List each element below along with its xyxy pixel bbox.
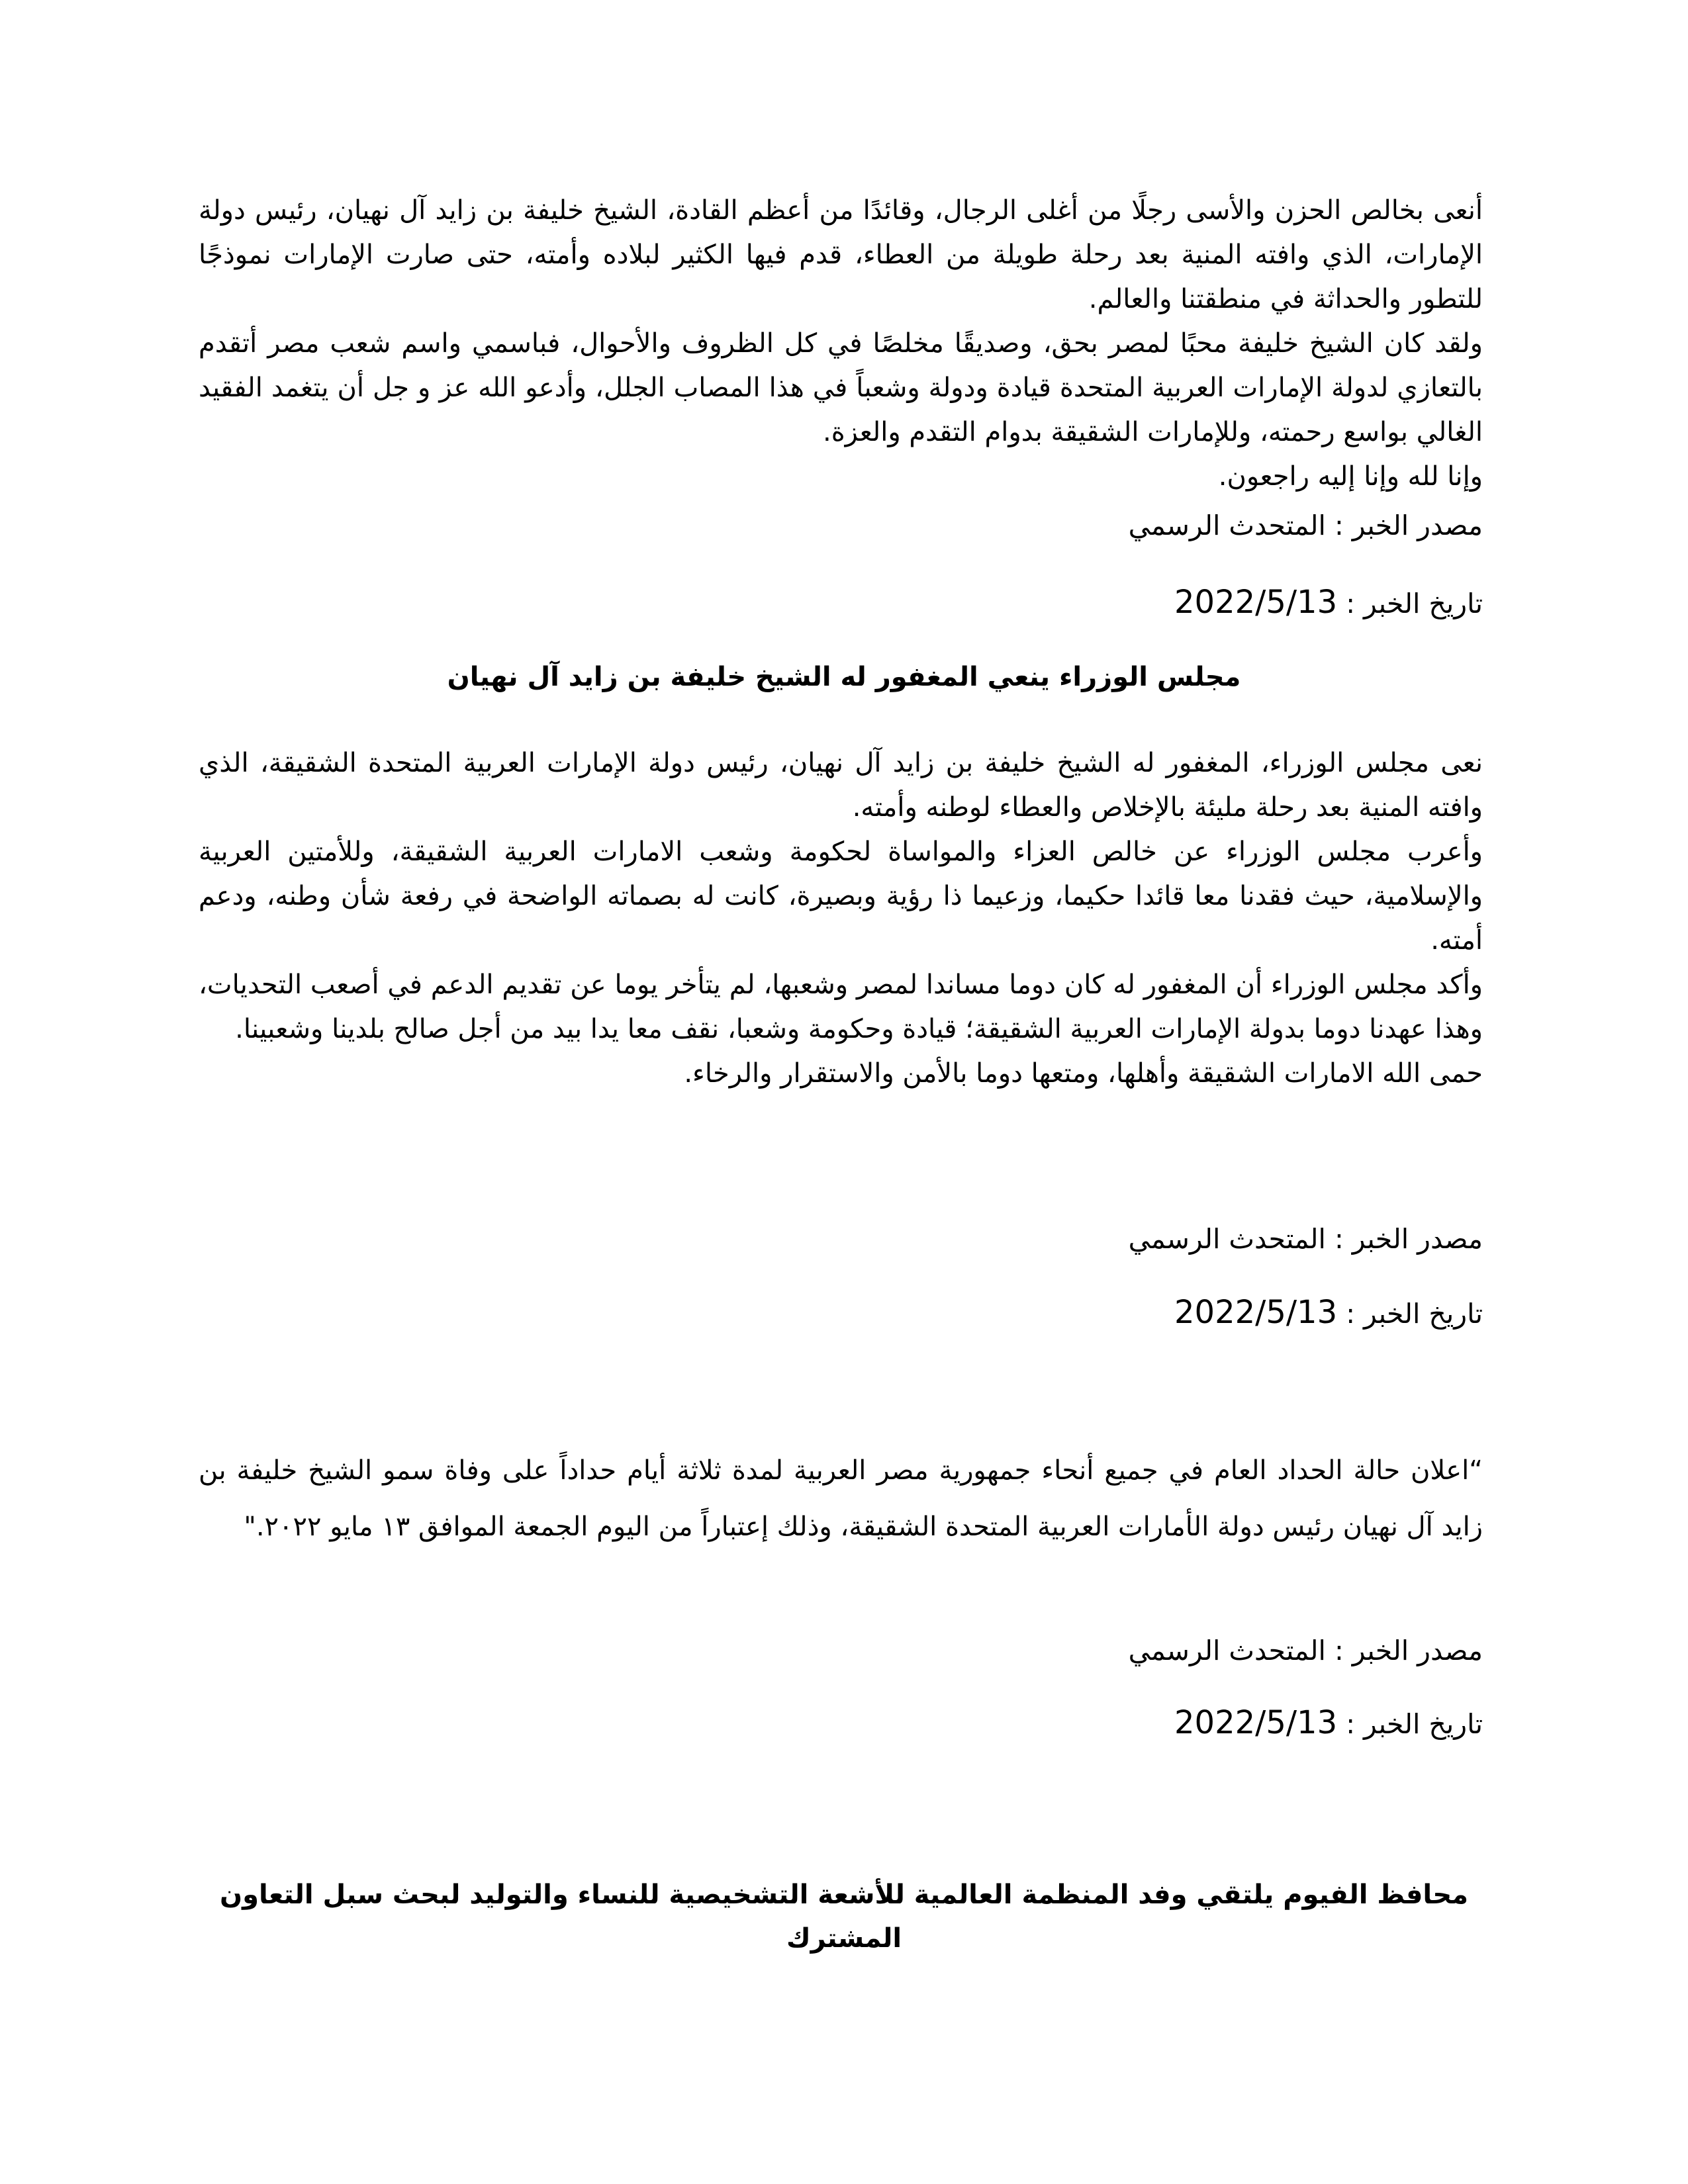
article2-date	[1174, 1294, 1483, 1331]
article3-source: مصدر الخبر : المتحدث الرسمي	[1128, 1635, 1483, 1666]
article1-paragraph: وإنا لله وإنا إليه راجعون.	[1218, 461, 1483, 492]
article3-quote: “اعلان حالة الحداد العام في جميع أنحاء جمهورية مصر العربية لمدة ثلاثة أيام حداداً على وفاة سمو الشيخ خليفة بن زايد آل نهيان رئيس دولة الأمارات العربية المتحدة الشقيقة، وذلك إعتباراً من اليوم الجمعة الموافق ١٣ مايو ٢٠٢٢."	[199, 1455, 1483, 1542]
article2-paragraph: حمى الله الامارات الشقيقة وأهلها، ومتعها دوما بالأمن والاستقرار والرخاء.	[684, 1058, 1483, 1089]
article2-paragraph: وأكد مجلس الوزراء أن المغفور له كان دوما مساندا لمصر وشعبها، لم يتأخر يوما عن تقديم الدعم في أصعب التحديات، وهذا عهدنا دوما بدولة الإمارات العربية الشقيقة؛ قيادة وحكومة وشعبا، نقف معا يدا بيد من أجل صالح بلدينا وشعبينا.	[199, 970, 1483, 1044]
article1-paragraph: أنعى بخالص الحزن والأسى رجلًا من أغلى الرجال، وقائدًا من أعظم القادة، الشيخ خليفة بن زايد آل نهيان، رئيس دولة الإمارات، الذي وافته المنية بعد رحلة طويلة من العطاء، قدم فيها الكثير لبلاده وأمته، حتى صارت الإمارات نموذجًا للتطور والحداثة في منطقتنا والعالم.	[199, 195, 1483, 314]
article1-body	[199, 189, 1483, 499]
article2-body	[199, 741, 1483, 1096]
article1-paragraph: ولقد كان الشيخ خليفة محبًا لمصر بحق، وصديقًا مخلصًا في كل الظروف والأحوال، فباسمي واسم شعب مصر أتقدم بالتعازي لدولة الإمارات العربية المتحدة قيادة ودولة وشعباً في هذا المصاب الجلل، وأدعو الله عز و جل أن يتغمد الفقيد الغالي بواسع رحمته، وللإمارات الشقيقة بدوام التقدم والعزة.	[199, 328, 1483, 447]
article1-date	[1174, 584, 1483, 621]
article1-source: مصدر الخبر : المتحدث الرسمي	[1128, 510, 1483, 541]
article3-quote-block	[199, 1443, 1483, 1555]
date-value: 2022/5/13	[1174, 584, 1338, 621]
article2-paragraph: نعى مجلس الوزراء، المغفور له الشيخ خليفة بن زايد آل نهيان، رئيس دولة الإمارات العربية المتحدة الشقيقة، الذي وافته المنية بعد رحلة مليئة بالإخلاص والعطاء لوطنه وأمته.	[199, 748, 1483, 823]
article4-title: محافظ الفيوم يلتقي وفد المنظمة العالمية للأشعة التشخيصية للنساء والتوليد لبحث سبل التعاون المشترك	[219, 1880, 1469, 1954]
date-value: 2022/5/13	[1174, 1704, 1338, 1741]
date-label: تاريخ الخبر :	[1346, 1708, 1483, 1740]
date-value: 2022/5/13	[1174, 1294, 1338, 1331]
article2-title: مجلس الوزراء ينعي المغفور له الشيخ خليفة بن زايد آل نهيان	[447, 662, 1241, 692]
article2-source: مصدر الخبر : المتحدث الرسمي	[1128, 1223, 1483, 1255]
article3-date	[1174, 1704, 1483, 1741]
article2-paragraph: وأعرب مجلس الوزراء عن خالص العزاء والمواساة لحكومة وشعب الامارات العربية الشقيقة، وللأمتين العربية والإسلامية، حيث فقدنا معا قائدا حكيما، وزعيما ذا رؤية وبصيرة، كانت له بصماته الواضحة في رفعة شأن وطنه، ودعم أمته.	[199, 837, 1483, 956]
date-label: تاريخ الخبر :	[1346, 1298, 1483, 1330]
date-label: تاريخ الخبر :	[1346, 588, 1483, 619]
